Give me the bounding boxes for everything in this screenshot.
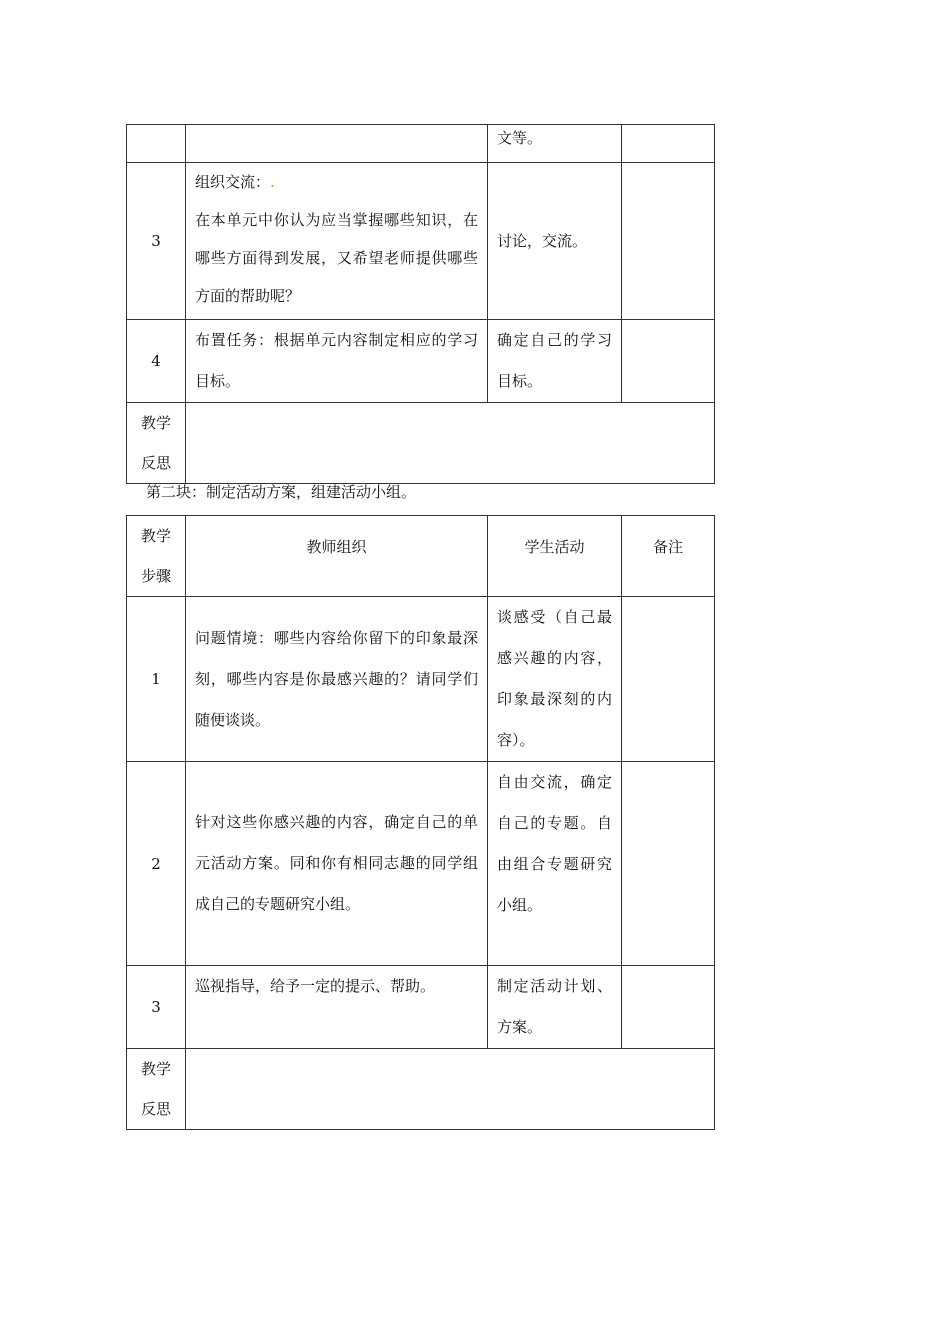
teacher-organize-title: 组织交流： <box>195 173 271 191</box>
reflect-label-cell <box>127 403 186 484</box>
note-cell <box>622 125 715 163</box>
note-cell <box>622 320 715 403</box>
teacher-cell <box>186 320 488 403</box>
teacher-organize-text: 巡视指导，给予一定的提示、帮助。 <box>195 977 436 995</box>
lesson-table-2 <box>126 515 715 1130</box>
teaching-reflection-label: 教学反思 <box>140 414 171 472</box>
table-row <box>127 320 715 403</box>
student-cell <box>488 320 622 403</box>
table-row <box>127 125 715 163</box>
student-cell <box>488 597 622 762</box>
header-teacher: 教师组织 <box>186 516 488 597</box>
teacher-cell <box>186 125 488 163</box>
table-row <box>127 762 715 966</box>
step-number: 4 <box>127 320 186 403</box>
teaching-reflection-content <box>186 1049 715 1130</box>
header-note: 备注 <box>622 516 715 597</box>
student-cell <box>488 163 622 320</box>
student-cell <box>488 966 622 1049</box>
step-cell <box>127 125 186 163</box>
teacher-cell <box>186 762 488 966</box>
yellow-dot-mark: . <box>270 173 275 191</box>
step-number: 2 <box>127 762 186 966</box>
section-title: 第二块：制定活动方案，组建活动小组。 <box>146 483 417 501</box>
table-row <box>127 966 715 1049</box>
student-cell <box>488 762 622 966</box>
teacher-organize-text: 问题情境：哪些内容给你留下的印象最深刻，哪些内容是你最感兴趣的？请同学们随便谈谈。 <box>195 628 478 729</box>
student-activity-text: 文等。 <box>497 129 543 147</box>
note-cell <box>622 597 715 762</box>
lesson-table-1 <box>126 124 715 484</box>
step-number: 3 <box>127 966 186 1049</box>
student-activity-text: 谈感受（自己最感兴趣的内容，印象最深刻的内容）。 <box>497 608 612 749</box>
header-step: 教学步骤 <box>127 516 186 597</box>
teacher-organize-text: 布置任务：根据单元内容制定相应的学习目标。 <box>195 331 478 390</box>
teacher-cell <box>186 597 488 762</box>
student-activity-text: 自由交流，确定自己的专题。自由组合专题研究小组。 <box>497 773 612 914</box>
step-number: 3 <box>127 163 186 320</box>
header-student: 学生活动 <box>488 516 622 597</box>
table-row <box>127 403 715 484</box>
table-header-row <box>127 516 715 597</box>
student-cell <box>488 125 622 163</box>
teaching-reflection-content <box>186 403 715 484</box>
note-cell <box>622 163 715 320</box>
table-row <box>127 1049 715 1130</box>
teacher-organize-text: 在本单元中你认为应当掌握哪些知识，在哪些方面得到发展，又希望老师提供哪些方面的帮助呢？ <box>195 211 478 305</box>
note-cell <box>622 762 715 966</box>
teaching-reflection-label: 教学反思 <box>140 1060 171 1118</box>
student-activity-text: 确定自己的学习目标。 <box>497 331 612 390</box>
teacher-organize-text: 针对这些你感兴趣的内容，确定自己的单元活动方案。同和你有相同志趣的同学组成自己的专题研究小组。 <box>195 813 478 913</box>
note-cell <box>622 966 715 1049</box>
teacher-cell <box>186 163 488 320</box>
student-activity-text: 制定活动计划、方案。 <box>497 977 612 1036</box>
teacher-cell <box>186 966 488 1049</box>
step-number: 1 <box>127 597 186 762</box>
table-row <box>127 163 715 320</box>
reflect-label-cell <box>127 1049 186 1130</box>
table-row <box>127 597 715 762</box>
student-activity-text: 讨论，交流。 <box>497 231 588 250</box>
